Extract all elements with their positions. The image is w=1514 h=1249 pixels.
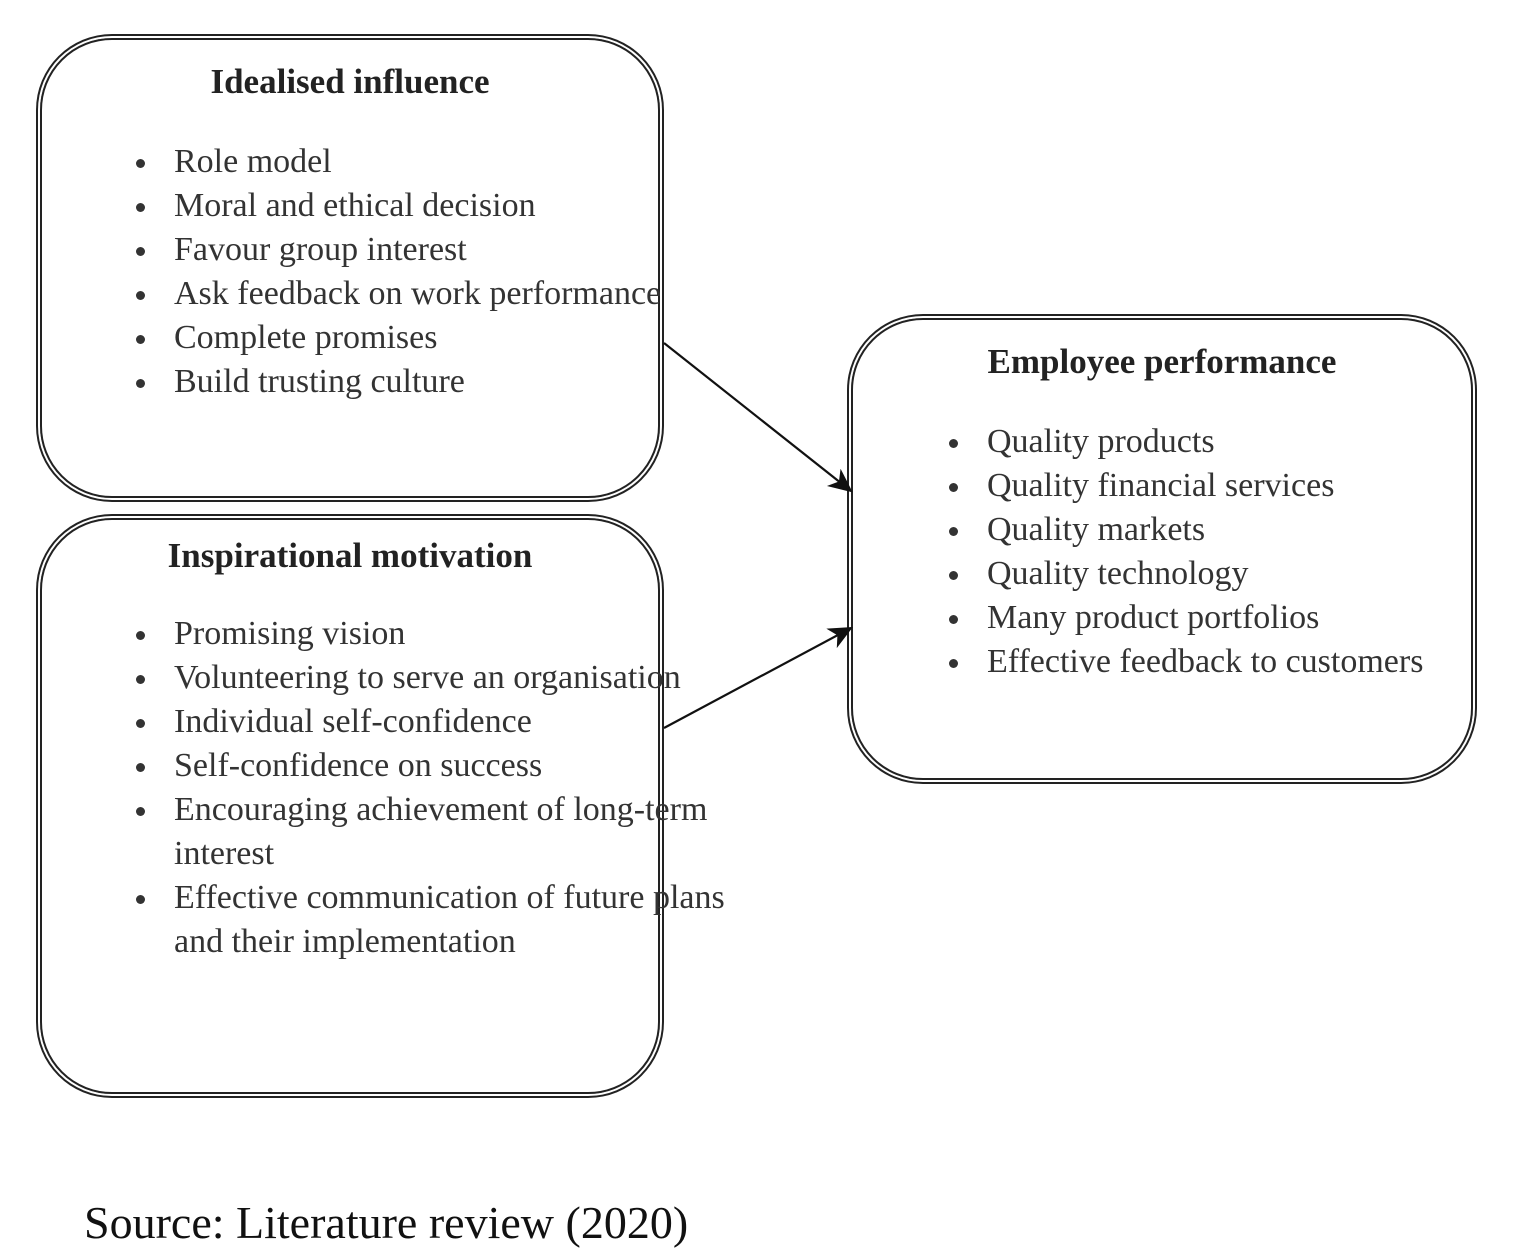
arrow-inspiration-to-employee	[664, 628, 851, 728]
list-item: Ask feedback on work performance	[174, 272, 734, 316]
node-title: Idealised influence	[210, 62, 490, 101]
list-item: Moral and ethical decision	[174, 184, 734, 228]
list-item: Self-confidence on success	[174, 744, 744, 788]
list-item: Effective feedback to customers	[987, 640, 1514, 684]
list-item: Favour group interest	[174, 228, 734, 272]
list-item: Encouraging achievement of long-term interest	[174, 788, 744, 876]
arrow-idealised-to-employee	[664, 343, 851, 491]
list-item: Quality products	[987, 420, 1514, 464]
list-item: Individual self-confidence	[174, 700, 744, 744]
list-item: Quality financial services	[987, 464, 1514, 508]
list-item: Complete promises	[174, 316, 734, 360]
list-item: Many product portfolios	[987, 596, 1514, 640]
list-item: Volunteering to serve an organisation	[174, 656, 744, 700]
list-item: Promising vision	[174, 612, 744, 656]
list-item: Role model	[174, 140, 734, 184]
list-item: Quality technology	[987, 552, 1514, 596]
list-item: Build trusting culture	[174, 360, 734, 404]
list-item: Effective communication of future plans and their implementation	[174, 876, 744, 964]
list-item: Quality markets	[987, 508, 1514, 552]
node-title: Inspirational motivation	[167, 536, 533, 575]
node-title: Employee performance	[987, 342, 1337, 381]
source-caption: Source: Literature review (2020)	[84, 1197, 689, 1248]
